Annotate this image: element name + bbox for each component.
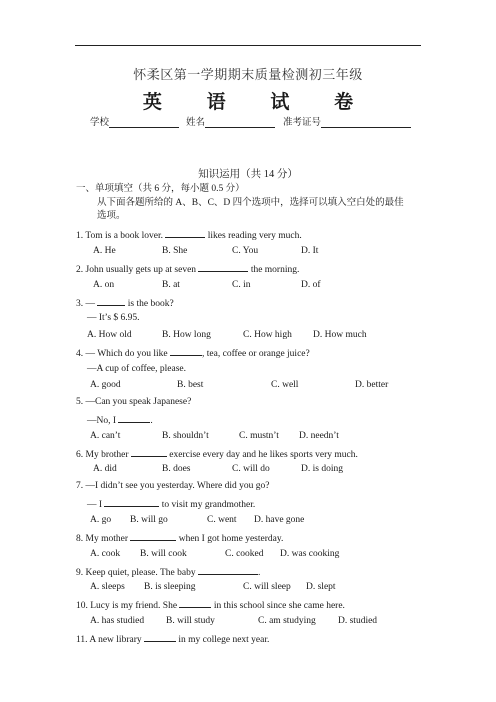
q7-option-d[interactable]: D. have gone — [254, 515, 305, 525]
name-field[interactable] — [186, 114, 275, 128]
subject-title: 英 语 试 卷 — [142, 92, 374, 113]
q8-option-a[interactable]: A. cook — [90, 549, 121, 559]
q5-option-c[interactable]: C. mustn’t — [239, 431, 279, 441]
answer-blank[interactable] — [144, 632, 176, 642]
q3-option-d[interactable]: D. How much — [313, 330, 367, 340]
answer-blank[interactable] — [131, 447, 167, 457]
top-rule — [75, 45, 421, 46]
exam-id-blank[interactable] — [321, 117, 411, 128]
q4-option-a[interactable]: A. good — [90, 380, 121, 390]
name-label: 姓名 — [186, 118, 206, 128]
q6-option-b[interactable]: B. does — [162, 464, 191, 474]
school-field[interactable] — [90, 114, 179, 128]
q10-option-a[interactable]: A. has studied — [90, 616, 145, 626]
q10-option-c[interactable]: C. am studying — [258, 616, 316, 626]
q6-option-a[interactable]: A. did — [93, 464, 117, 474]
q1-option-b[interactable]: B. She — [162, 246, 188, 256]
answer-blank[interactable] — [170, 346, 202, 356]
q6-option-d[interactable]: D. is doing — [301, 464, 343, 474]
q2-option-d[interactable]: D. of — [301, 280, 321, 290]
school-blank[interactable] — [109, 117, 179, 128]
question-3: 3. — is the book? — [76, 296, 174, 311]
name-blank[interactable] — [205, 117, 275, 128]
question-7: 7. —I didn’t see you yesterday. Where did you go? — [76, 481, 270, 491]
answer-blank[interactable] — [179, 598, 211, 608]
q8-option-c[interactable]: C. cooked — [225, 549, 264, 559]
q7-option-a[interactable]: A. go — [90, 515, 112, 525]
q1-option-c[interactable]: C. You — [232, 246, 259, 256]
question-8: 8. My mother when I got home yesterday. — [76, 531, 283, 546]
q3-response: — It’s $ 6.95. — [87, 313, 140, 323]
answer-blank[interactable] — [104, 497, 159, 507]
school-label: 学校 — [90, 118, 110, 128]
q5-response: —No, I . — [87, 413, 153, 428]
q9-option-a[interactable]: A. sleeps — [90, 582, 125, 592]
q9-option-c[interactable]: C. will sleep — [243, 582, 291, 592]
q7-option-c[interactable]: C. went — [207, 515, 237, 525]
answer-blank[interactable] — [165, 228, 205, 238]
q8-option-d[interactable]: D. was cooking — [280, 549, 340, 559]
answer-blank[interactable] — [198, 262, 248, 272]
answer-blank[interactable] — [97, 296, 125, 306]
question-6: 6. My brother exercise every day and he likes sports very much. — [76, 447, 358, 462]
question-5: 5. —Can you speak Japanese? — [76, 397, 192, 407]
instructions-line-2: 选项。 — [97, 211, 126, 221]
q5-option-b[interactable]: B. shouldn’t — [162, 431, 209, 441]
answer-blank[interactable] — [118, 413, 150, 423]
exam-id-label: 准考证号 — [283, 118, 322, 128]
q5-option-a[interactable]: A. can’t — [90, 431, 121, 441]
question-9: 9. Keep quiet, please. The baby . — [76, 565, 260, 580]
exam-id-field[interactable] — [283, 114, 411, 128]
answer-blank[interactable] — [130, 531, 176, 541]
q10-option-b[interactable]: B. will study — [166, 616, 215, 626]
q3-option-b[interactable]: B. How long — [162, 330, 211, 340]
answer-blank[interactable] — [198, 565, 258, 575]
question-2: 2. John usually gets up at seven the morning. — [76, 262, 299, 277]
q4-response: —A cup of coffee, please. — [87, 364, 187, 374]
q4-option-b[interactable]: B. best — [177, 380, 204, 390]
question-1: 1. Tom is a book lover. likes reading very much. — [76, 228, 302, 243]
question-11: 11. A new library in my college next year. — [76, 632, 269, 647]
instructions-line-1: 从下面各题所给的 A、B、C、D 四个选项中，选择可以填入空白处的最佳 — [97, 198, 404, 208]
question-10: 10. Lucy is my friend. She in this school since she came here. — [76, 598, 345, 613]
q10-option-d[interactable]: D. studied — [338, 616, 378, 626]
question-4: 4. — Which do you like , tea, coffee or orange juice? — [76, 346, 310, 361]
q5-option-d[interactable]: D. needn’t — [299, 431, 339, 441]
q7-response: — I to visit my grandmother. — [87, 497, 255, 512]
school-line: 怀柔区第一学期期末质量检测初三年级 — [133, 67, 363, 82]
part-heading: 一、单项填空（共 6 分，每小题 0.5 分） — [76, 184, 245, 194]
q3-option-c[interactable]: C. How high — [243, 330, 292, 340]
q9-option-b[interactable]: B. is sleeping — [144, 582, 196, 592]
section-title: 知识运用（共 14 分） — [198, 169, 298, 180]
q6-option-c[interactable]: C. will do — [232, 464, 270, 474]
q9-option-d[interactable]: D. slept — [306, 582, 336, 592]
q2-option-b[interactable]: B. at — [162, 280, 180, 290]
q3-option-a[interactable]: A. How old — [87, 330, 132, 340]
q4-option-c[interactable]: C. well — [271, 380, 299, 390]
q2-option-c[interactable]: C. in — [232, 280, 251, 290]
q4-option-d[interactable]: D. better — [355, 380, 389, 390]
q1-option-d[interactable]: D. It — [301, 246, 319, 256]
q8-option-b[interactable]: B. will cook — [140, 549, 187, 559]
q1-option-a[interactable]: A. He — [93, 246, 116, 256]
q7-option-b[interactable]: B. will go — [130, 515, 168, 525]
q2-option-a[interactable]: A. on — [93, 280, 115, 290]
